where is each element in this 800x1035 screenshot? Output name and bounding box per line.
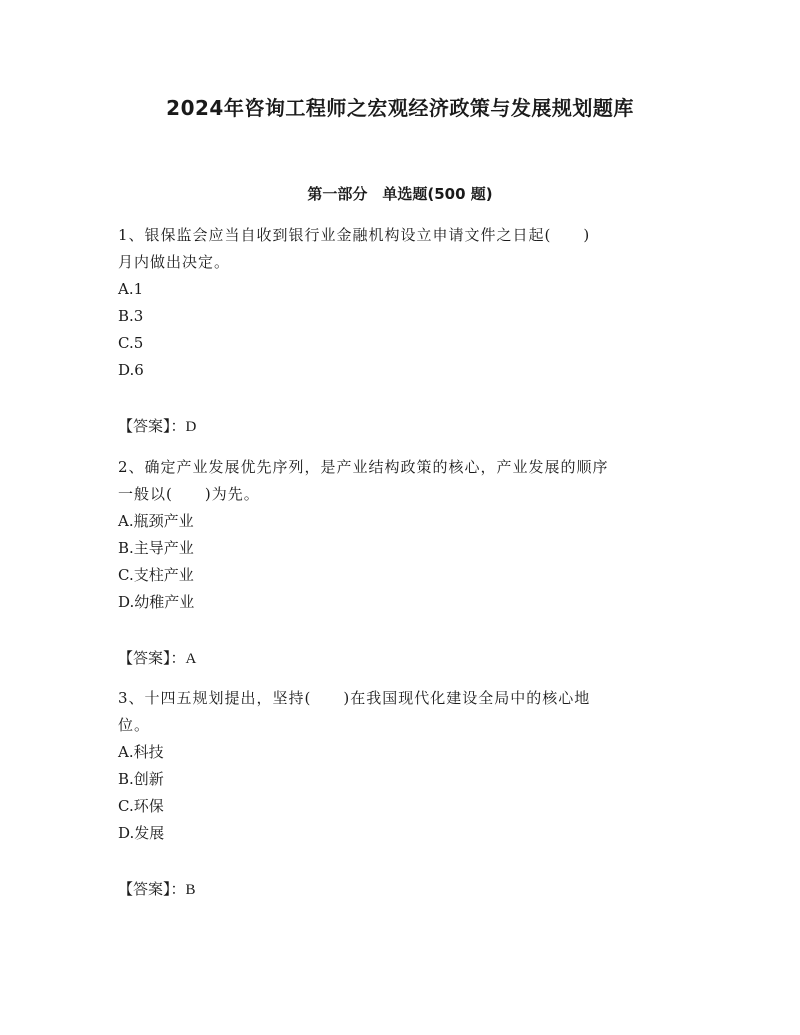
option-list bbox=[118, 739, 678, 847]
answer-value: A bbox=[185, 651, 197, 667]
option-a: A.1 bbox=[118, 280, 144, 298]
option-d: D.幼稚产业 bbox=[118, 593, 195, 611]
answer-value: B bbox=[185, 882, 196, 898]
option-d: D.6 bbox=[118, 361, 144, 379]
option-a: A.瓶颈产业 bbox=[118, 512, 194, 530]
option-list bbox=[118, 508, 678, 616]
answer-3 bbox=[118, 876, 196, 904]
answer-label: 【答案】： bbox=[118, 880, 186, 898]
question-stem-line: 1、银保监会应当自收到银行业金融机构设立申请文件之日起( ) bbox=[118, 226, 591, 244]
question-stem-line: 3、十四五规划提出，坚持( )在我国现代化建设全局中的核心地 bbox=[118, 689, 591, 707]
answer-label: 【答案】： bbox=[118, 649, 186, 667]
question-1 bbox=[118, 222, 678, 384]
option-b: B.3 bbox=[118, 307, 144, 325]
question-stem-line: 一般以( )为先。 bbox=[118, 485, 260, 503]
option-list bbox=[118, 276, 678, 384]
option-a: A.科技 bbox=[118, 743, 164, 761]
option-c: C.支柱产业 bbox=[118, 566, 194, 584]
document-title: 2024年咨询工程师之宏观经济政策与发展规划题库 bbox=[166, 96, 634, 120]
option-b: B.创新 bbox=[118, 770, 164, 788]
option-c: C.5 bbox=[118, 334, 144, 352]
question-stem-line: 月内做出决定。 bbox=[118, 253, 231, 271]
question-stem-line: 2、确定产业发展优先序列，是产业结构政策的核心，产业发展的顺序 bbox=[118, 458, 609, 476]
question-3 bbox=[118, 685, 678, 847]
question-stem-line: 位。 bbox=[118, 716, 151, 734]
question-2 bbox=[118, 454, 678, 616]
option-b: B.主导产业 bbox=[118, 539, 194, 557]
section-title: 第一部分 单选题(500 题) bbox=[307, 185, 493, 203]
option-d: D.发展 bbox=[118, 824, 165, 842]
answer-label: 【答案】： bbox=[118, 417, 186, 435]
option-c: C.环保 bbox=[118, 797, 164, 815]
answer-2 bbox=[118, 645, 196, 673]
answer-1 bbox=[118, 413, 196, 441]
answer-value: D bbox=[185, 419, 197, 435]
